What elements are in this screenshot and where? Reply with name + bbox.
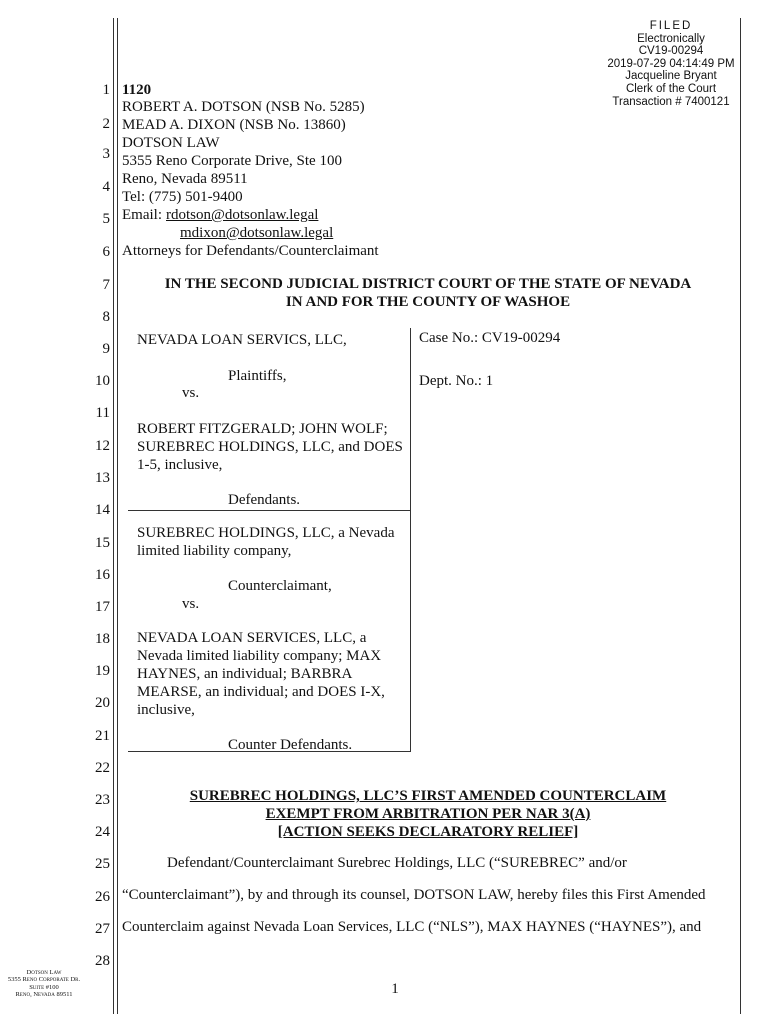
left-margin-line-inner (117, 18, 118, 1014)
stamp-case-number: CV19-00294 (638, 45, 704, 58)
attorney-name-1: ROBERT A. DOTSON (NSB No. 5285) (122, 99, 365, 115)
firm-address-line-2: Reno, Nevada 89511 (122, 171, 248, 187)
firm-address-line-1: 5355 Reno Corporate Drive, Ste 100 (122, 153, 342, 169)
body-line-27: Counterclaim against Nevada Loan Services, LLC (“NLS”), MAX HAYNES (“HAYNES”), and (122, 919, 702, 935)
defendants-line-3: 1-5, inclusive, (137, 457, 223, 473)
body-line-26: “Counterclaimant”), by and through its counsel, DOTSON LAW, hereby files this First Amended (122, 887, 706, 903)
attorneys-for: Attorneys for Defendants/Counterclaimant (122, 243, 379, 259)
footer-address-3: Reno, Nevada 89511 (15, 991, 73, 999)
caption-rule-middle (128, 510, 411, 511)
title-line-1: SUREBREC HOLDINGS, LLC’S FIRST AMENDED COUNTERCLAIM (189, 788, 667, 804)
line-number: 11 (95, 405, 110, 421)
counter-defendants-line-3: HAYNES, an individual; BARBRA (137, 666, 353, 682)
line-number: 15 (95, 535, 110, 551)
line-number: 20 (95, 695, 110, 711)
line-number: 22 (95, 760, 110, 776)
line-number: 26 (95, 889, 110, 905)
line-number: 10 (95, 373, 110, 389)
plaintiffs-label: Plaintiffs, (228, 368, 287, 384)
stamp-timestamp: 2019-07-29 04:14:49 PM (607, 57, 735, 70)
counter-defendants-line-5: inclusive, (137, 702, 195, 718)
stamp-transaction: Transaction # 7400121 (612, 95, 730, 108)
defendants-label: Defendants. (228, 492, 301, 508)
line-number: 14 (95, 502, 110, 518)
case-number: Case No.: CV19-00294 (419, 330, 561, 346)
line-number: 6 (102, 244, 110, 260)
defendants-line-1: ROBERT FITZGERALD; JOHN WOLF; (137, 421, 388, 437)
versus-1: vs. (182, 385, 200, 401)
line-number: 2 (102, 116, 110, 132)
counter-defendants-label: Counter Defendants. (228, 737, 353, 753)
line-number: 1 (102, 82, 110, 98)
counterclaimant-line-2: limited liability company, (137, 543, 292, 559)
law-firm-name: DOTSON LAW (122, 135, 220, 151)
stamp-filed: FILED (649, 20, 693, 32)
page-number: 1 (391, 981, 399, 997)
line-number: 7 (102, 277, 110, 293)
court-heading-line-1: IN THE SECOND JUDICIAL DISTRICT COURT OF THE STATE OF NEVADA (164, 276, 692, 292)
stamp-clerk-name: Jacqueline Bryant (625, 70, 717, 83)
title-line-2: EXEMPT FROM ARBITRATION PER NAR 3(A) (265, 806, 591, 822)
department-number: Dept. No.: 1 (419, 373, 494, 389)
line-number: 3 (102, 146, 110, 162)
left-margin-line-outer (113, 18, 114, 1014)
line-number: 19 (95, 663, 110, 679)
plaintiff-name: NEVADA LOAN SERVICS, LLC, (137, 332, 347, 348)
line-number: 23 (95, 792, 110, 808)
line-number: 27 (95, 921, 110, 937)
email-link-1[interactable]: rdotson@dotsonlaw.legal (166, 207, 319, 223)
email-link-2[interactable]: mdixon@dotsonlaw.legal (180, 225, 334, 241)
caption-divider (410, 328, 411, 752)
line-number: 13 (95, 470, 110, 486)
counterclaimant-label: Counterclaimant, (228, 578, 332, 594)
attorney-name-2: MEAD A. DIXON (NSB No. 13860) (122, 117, 346, 133)
email-label: Email: (122, 207, 162, 223)
court-heading-line-2: IN AND FOR THE COUNTY OF WASHOE (285, 294, 571, 310)
line-number: 12 (95, 438, 110, 454)
versus-2: vs. (182, 596, 200, 612)
line-number: 9 (102, 341, 110, 357)
counter-defendants-line-4: MEARSE, an individual; and DOES I-X, (137, 684, 385, 700)
document-code: 1120 (122, 82, 152, 98)
counter-defendants-line-1: NEVADA LOAN SERVICES, LLC, a (137, 630, 367, 646)
line-number: 4 (102, 179, 110, 195)
right-margin-line (740, 18, 741, 1014)
line-number: 8 (102, 309, 110, 325)
line-number: 25 (95, 856, 110, 872)
defendants-line-2: SUREBREC HOLDINGS, LLC, and DOES (137, 439, 403, 455)
title-line-3: [ACTION SEEKS DECLARATORY RELIEF] (277, 824, 579, 840)
stamp-electronically: Electronically (637, 32, 705, 45)
counterclaimant-line-1: SUREBREC HOLDINGS, LLC, a Nevada (137, 525, 395, 541)
filing-stamp (596, 20, 746, 108)
line-number: 18 (95, 631, 110, 647)
firm-telephone: Tel: (775) 501-9400 (122, 189, 243, 205)
line-number: 5 (102, 211, 110, 227)
footer-firm-block (0, 969, 88, 999)
body-line-25: Defendant/Counterclaimant Surebrec Holdings, LLC (“SUREBREC” and/or (167, 855, 627, 871)
footer-address-2: Suite #100 (29, 983, 59, 991)
footer-address-1: 5355 Reno Corporate Dr. (7, 976, 81, 984)
footer-firm-name: Dotson Law (26, 969, 62, 976)
line-number: 21 (95, 728, 110, 744)
line-number: 16 (95, 567, 110, 583)
line-number: 28 (95, 953, 110, 969)
line-number: 24 (95, 824, 110, 840)
stamp-clerk-title: Clerk of the Court (625, 82, 717, 95)
counter-defendants-line-2: Nevada limited liability company; MAX (137, 648, 382, 664)
line-number: 17 (95, 599, 110, 615)
